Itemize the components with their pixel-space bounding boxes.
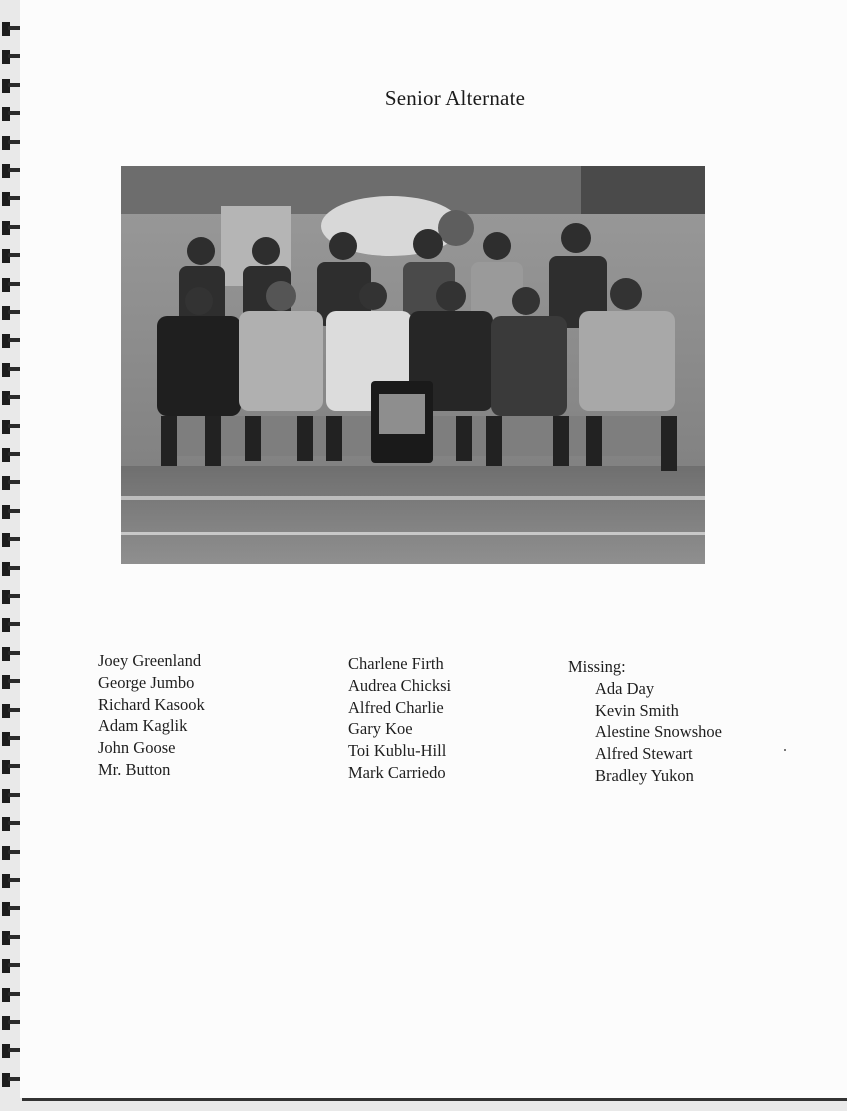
names-column-2 (348, 653, 451, 784)
name-entry: Richard Kasook (98, 694, 205, 714)
name-entry: John Goose (98, 738, 176, 758)
name-entry: Alfred Charlie (348, 697, 444, 717)
page-title: Senior Alternate (384, 86, 526, 110)
group-photo (121, 166, 705, 564)
missing-name: Bradley Yukon (595, 765, 694, 785)
name-entry: Adam Kaglik (98, 716, 188, 736)
name-entry: Joey Greenland (98, 651, 202, 670)
missing-name: Kevin Smith (595, 700, 679, 720)
missing-label: Missing: (568, 657, 626, 676)
missing-name: Alestine Snowshoe (595, 722, 722, 742)
name-entry: Charlene Firth (348, 654, 444, 673)
names-column-1 (98, 650, 205, 781)
name-entry: Mr. Button (98, 759, 171, 779)
name-entry: Gary Koe (348, 719, 413, 739)
name-entry: Mark Carriedo (348, 762, 446, 782)
group-photo-image (121, 166, 705, 564)
name-entry: George Jumbo (98, 672, 195, 692)
missing-name: Alfred Stewart (595, 744, 693, 764)
paper-speck (784, 749, 786, 751)
missing-column (568, 656, 722, 787)
name-entry: Toi Kublu-Hill (348, 741, 447, 761)
missing-name: Ada Day (595, 678, 655, 698)
name-entry: Audrea Chicksi (348, 675, 452, 695)
